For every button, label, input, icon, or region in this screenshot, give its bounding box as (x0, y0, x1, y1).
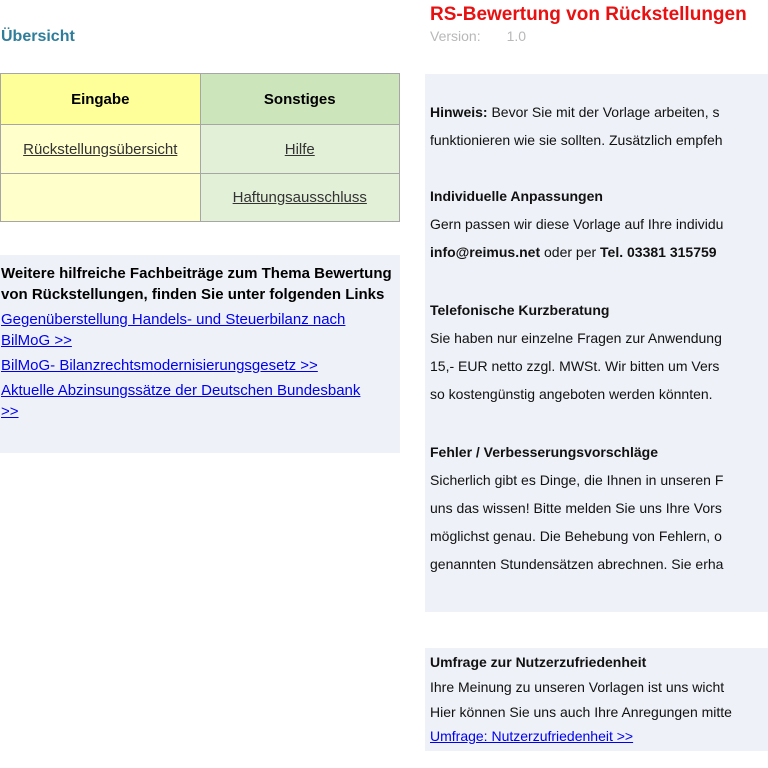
nav-cell-overview (1, 125, 201, 174)
overview-title: Übersicht (1, 28, 75, 45)
custom-heading: Individuelle Anpassungen (430, 188, 603, 204)
survey-link-line (430, 728, 633, 744)
related-links-box (0, 255, 400, 453)
contact-mid-text: oder per (540, 244, 601, 260)
errors-line-1: Sicherlich gibt es Dinge, die Ihnen in unseren F (430, 472, 724, 488)
help-link[interactable]: Hilfe (284, 140, 315, 158)
hint-line-2: funktionieren wie sie sollten. Zusätzlich empfeh (430, 132, 723, 148)
errors-line-2: uns das wissen! Bitte melden Sie uns Ihre Vors (430, 500, 722, 516)
related-link-discount-rates[interactable]: Aktuelle Abzinsungssätze der Deutschen Bundesbank >> (1, 382, 361, 420)
version-info (430, 28, 526, 44)
info-panel (425, 74, 768, 612)
phone-consult-heading: Telefonische Kurzberatung (430, 302, 610, 318)
survey-line-2: Hier können Sie uns auch Ihre Anregungen mitte (430, 704, 732, 720)
survey-panel (425, 648, 768, 751)
errors-line-4: genannten Stundensätzen abrechnen. Sie erha (430, 556, 724, 572)
navigation-table (0, 73, 400, 222)
hint-label: Hinweis: (430, 104, 488, 120)
errors-heading: Fehler / Verbesserungsvorschläge (430, 444, 658, 460)
phone-line-1: Sie haben nur einzelne Fragen zur Anwendung (430, 330, 722, 346)
document-title: RS-Bewertung von Rückstellungen (430, 4, 747, 25)
provisions-overview-link[interactable]: Rückstellungsübersicht (23, 140, 178, 158)
nav-header-other: Sonstiges (200, 74, 400, 125)
hint-text: Bevor Sie mit der Vorlage arbeiten, s (487, 104, 720, 120)
contact-phone: Tel. 03381 315759 (600, 244, 717, 260)
related-link-bilmog-law[interactable]: BilMoG- Bilanzrechtsmodernisierungsgesetz >> (1, 357, 318, 374)
version-number: 1.0 (506, 28, 527, 44)
contact-email: info@reimus.net (430, 244, 541, 260)
nav-cell-help (200, 125, 400, 174)
nav-cell-disclaimer (200, 174, 400, 222)
nav-cell-empty (1, 174, 201, 222)
version-label: Version: (430, 28, 481, 44)
survey-line-1: Ihre Meinung zu unseren Vorlagen ist uns wicht (430, 679, 725, 695)
nav-header-input: Eingabe (1, 74, 201, 125)
custom-contact-line (430, 244, 717, 260)
disclaimer-link[interactable]: Haftungsausschluss (232, 189, 367, 206)
errors-line-3: möglichst genau. Die Behebung von Fehlern, o (430, 528, 722, 544)
hint-line (430, 104, 719, 120)
survey-link[interactable]: Umfrage: Nutzerzufriedenheit >> (430, 728, 634, 744)
phone-line-3: so kostengünstig angeboten werden könnten. (430, 386, 713, 402)
phone-line-2: 15,- EUR netto zzgl. MWSt. Wir bitten um Vers (430, 358, 720, 374)
custom-line-1: Gern passen wir diese Vorlage auf Ihre individu (430, 216, 724, 232)
related-links-heading: Weitere hilfreiche Fachbeiträge zum Thema Bewertung von Rückstellungen, finden Sie unter folgenden Links (1, 265, 392, 303)
survey-heading: Umfrage zur Nutzerzufriedenheit (430, 654, 647, 670)
related-link-bilmog-comparison[interactable]: Gegenüberstellung Handels- und Steuerbilanz nach BilMoG >> (1, 311, 346, 349)
